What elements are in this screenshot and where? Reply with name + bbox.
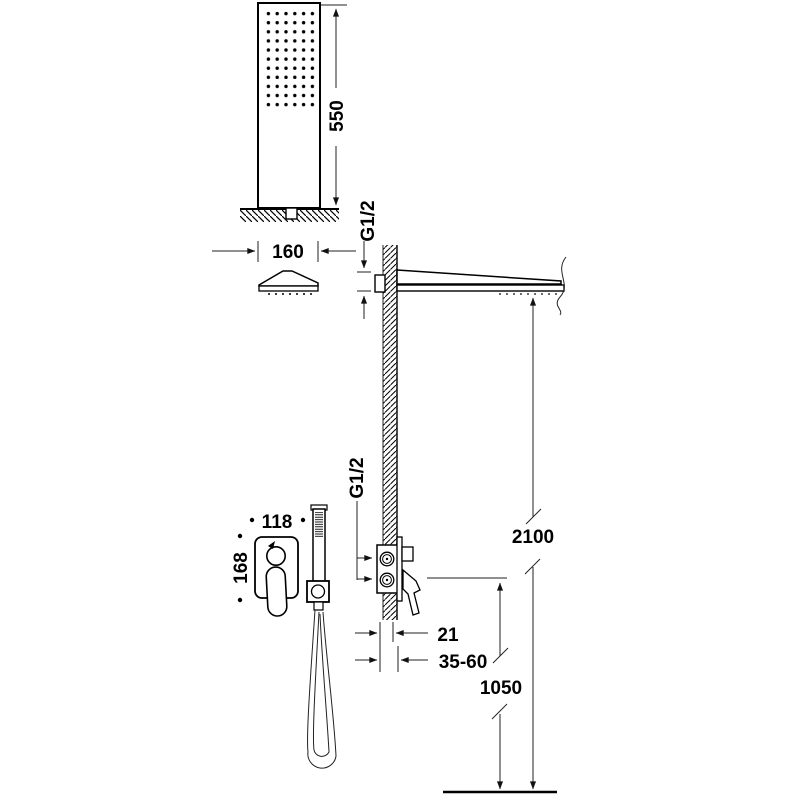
dim-160 [212,241,356,263]
dim-35-60-label: 35-60 [438,652,488,673]
overhead-shower-front-view [259,271,318,295]
dim-dot [301,518,305,522]
g12-mixer-label: G1/2 [347,457,368,499]
dim-dot [250,518,254,522]
dim-2100-label: 2100 [511,527,555,548]
diverter-knob-side [402,547,413,561]
hose-outer-line [308,610,336,768]
dim-550-label: 550 [327,100,348,132]
dim-dot [238,534,242,538]
label-g12-arm [357,200,379,319]
hand-shower-spray-texture [315,512,323,537]
dim-550 [321,5,348,205]
overhead-shower-side-view [375,257,566,315]
spray-plate [259,286,318,291]
dim-168-label: 168 [231,552,252,584]
arm-wall-connector [375,275,385,292]
dim-2100 [512,298,554,789]
dim-dot [238,598,242,602]
diverter-knob [267,547,285,565]
mixer-lever-handle [266,567,288,617]
dim-160-label: 160 [272,242,304,263]
g12-arm-label: G1/2 [358,200,379,242]
dim-1050 [480,583,522,789]
hose-nut [314,602,323,610]
arm-spray-nozzles [499,293,557,295]
cascade-arm-wedge [397,270,561,284]
nozzle-grid [263,9,317,109]
spray-nozzles [268,293,312,295]
dim-21-label: 21 [437,625,459,646]
concealed-mixer-front-view [231,512,305,616]
panel-wall-connector [286,208,297,219]
shower-hose [308,610,336,768]
overhead-shower-plan-view [240,3,339,222]
dim-118-label: 118 [261,512,293,533]
trim-plate-side [397,537,402,601]
bracket-hub [312,585,325,598]
label-g12-mixer [347,457,372,580]
dim-35-60 [355,646,487,673]
cascade-arm-plate [397,285,564,291]
lever-handle-side [403,570,420,615]
cascade-head-profile [259,271,318,286]
hose-inner-line [313,612,329,756]
hand-shower [307,505,329,610]
dim-1050-label: 1050 [479,678,523,699]
